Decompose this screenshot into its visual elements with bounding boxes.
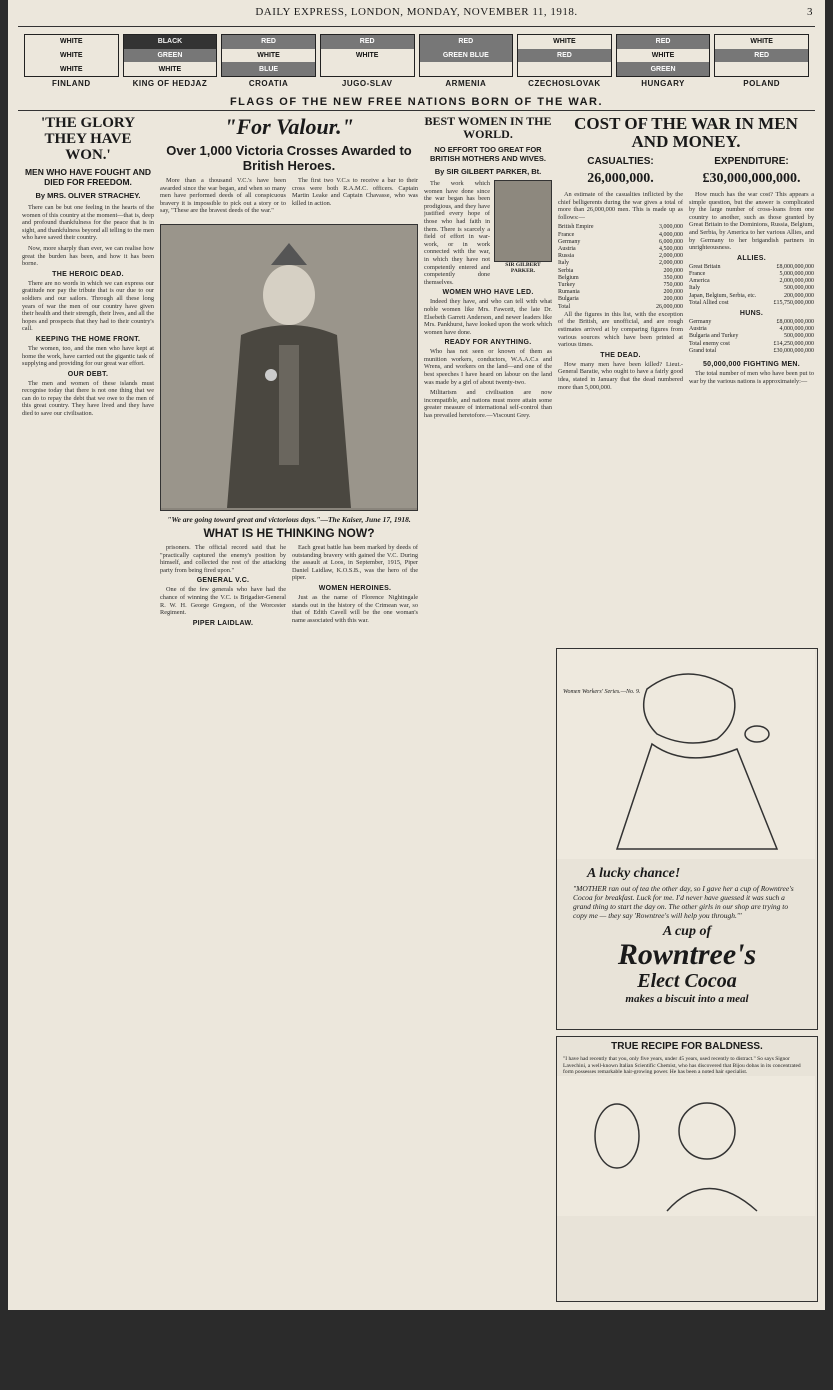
paragraph: One of the few generals who have had the chance of winning the V.C. is Brigadier-General R. W. H. George Gregson, of the Worcester Regiment. [160, 586, 286, 617]
section-heading: WOMEN WHO HAVE LED. [442, 289, 534, 297]
casualty-table [558, 224, 683, 310]
ad-lucky: A lucky chance! [587, 866, 681, 881]
table-value: 200,000 [663, 267, 683, 274]
page-number: 3 [807, 6, 813, 18]
flag-band: RED [321, 35, 414, 49]
expenditure-label: EXPENDITURE: [714, 156, 789, 167]
table-value: 4,500,000 [659, 245, 683, 252]
table-value: 3,000,000 [659, 224, 683, 231]
section-heading: READY FOR ANYTHING. [444, 339, 532, 347]
paragraph: Indeed they have, and who can tell with what noble women like Mrs. Fawcett, the late Dr. Elsebeth Garrett Anderson, and newer leaders like Mrs. Pankhurst, have looked upon the work which women have done. [424, 298, 552, 336]
byline-strachey: By MRS. OLIVER STRACHEY. [35, 191, 141, 200]
table-value: £30,000,000,000 [773, 347, 814, 354]
flag-box [221, 34, 316, 77]
table-row [689, 300, 814, 307]
table-value: 200,000,000 [784, 292, 814, 299]
table-row [689, 278, 814, 285]
column-glory [22, 115, 154, 1305]
fighting-men-head: 50,000,000 FIGHTING MEN. [702, 360, 801, 368]
flag-name: CZECHOSLOVAK [528, 79, 601, 88]
flag-band: BLUE [222, 62, 315, 76]
newspaper-page [8, 0, 825, 1310]
flag-name: FINLAND [52, 79, 91, 88]
paragraph: The work which women have done since the war began has been prodigious, and they have justified every hope of those who had faith in them. There is scarcely a field of effort in war-work, or in work connected with the war, in which they have not competently entered and competently done themselves. [424, 180, 490, 286]
flag-band: GREEN [124, 49, 217, 63]
flag-band [321, 62, 414, 76]
flag-band: RED [222, 35, 315, 49]
allies-label: ALLIES. [737, 254, 766, 262]
ad-story: "MOTHER ran out of tea the other day, so I gave her a cup of Rowntree's Cocoa for breakfast. Luck for me. I'd never have guessed it was such a grand thing to start the day on. The other girls in our shop are trying to copy me — they say 'Rowntree's will help you through.'" [573, 884, 794, 920]
valour-intro [160, 177, 418, 218]
kaiser-figure-icon [161, 225, 417, 508]
subhead-valour: Over 1,000 Victoria Crosses Awarded to British Heroes. [166, 143, 412, 173]
flag-6 [616, 34, 711, 88]
table-value: £15,750,000,000 [773, 299, 814, 306]
flag-band: GREEN [617, 62, 710, 76]
table-row [558, 282, 683, 289]
paragraph: Now, more sharply than ever, we can realise how great the burden has been, and how it has been borne. [22, 244, 154, 268]
flag-band: WHITE [60, 52, 83, 59]
flag-band: RED [518, 49, 611, 63]
section-heading: OUR DEBT. [67, 370, 109, 378]
flag-band: WHITE [651, 52, 675, 59]
table-row [689, 326, 814, 333]
headline-glory: 'THE GLORY THEY HAVE WON.' [40, 115, 136, 163]
flag-box [24, 34, 119, 77]
column-valour [160, 115, 418, 1305]
subhead-women: NO EFFORT TOO GREAT FOR BRITISH MOTHERS AND WIVES. [430, 145, 546, 163]
flag-3 [320, 34, 415, 88]
flag-band [715, 62, 808, 76]
flag-band: BLACK [124, 35, 217, 49]
flag-name: HUNGARY [641, 79, 685, 88]
table-row [558, 289, 683, 296]
hun-label: HUNS. [739, 309, 764, 317]
flag-name: CROATIA [248, 79, 289, 88]
table-value: 500,000,000 [784, 285, 814, 292]
table-country: Bulgaria [558, 296, 579, 303]
casualties-column [558, 155, 683, 394]
flag-7 [714, 34, 809, 88]
flag-2 [221, 34, 316, 88]
headline-women: BEST WOMEN IN THE WORLD. [424, 115, 552, 141]
flag-band: WHITE [257, 52, 280, 59]
table-value: 750,000 [663, 282, 683, 288]
paragraph: Who has not seen or known of them as munition workers, conductors, W.A.A.C.s and Wrens, and workers on the land—and one of the best speeches I have heard on labour on the land was made by a girl of about twenty-two. [424, 348, 552, 386]
table-row [689, 333, 814, 340]
paragraph: Each great battle has been marked by deeds of outstanding bravery with gained the V.C. During the assault at Loos, in September, 1915, Piper Daniel Laidlaw, K.O.S.B., was the hero of the piper. [292, 543, 418, 582]
table-value: 4,000,000,000 [779, 326, 814, 333]
table-value: 200,000 [663, 296, 683, 303]
cost-columns [558, 155, 814, 394]
flags-caption: FLAGS OF THE NEW FREE NATIONS BORN OF THE WAR. [229, 96, 604, 108]
flag-box [616, 34, 711, 77]
cost-para: How much has the war cost? This appears a simple question, but the answer is complicated by the large number of cross-loans from one country to another, such as those granted by Great Britain to the Dominions, Russia, Belgium, and Serbia, by America to her various Allies, and by Germany to her brigandish partners in unrighteousness. [689, 191, 814, 252]
flag-name: POLAND [743, 79, 781, 88]
flag-name: JUGO-SLAV [341, 79, 393, 88]
baldness-title: TRUE RECIPE FOR BALDNESS. [611, 1041, 763, 1052]
table-country: America [689, 278, 710, 285]
table-value: £14,250,000,000 [773, 340, 814, 347]
casualties-label: CASUALTIES: [587, 156, 654, 167]
flag-band: WHITE [60, 38, 83, 46]
flag-band: GREEN BLUE [420, 49, 513, 63]
flag-box [517, 34, 612, 77]
column-cost [558, 115, 814, 645]
man-mirror-icon [557, 1076, 815, 1216]
table-value: 200,000 [663, 289, 683, 296]
table-row [689, 293, 814, 300]
table-country: Grand total [689, 347, 717, 354]
byline-parker: By SIR GILBERT PARKER, Bt. [434, 167, 542, 176]
article-body-glory [22, 204, 154, 418]
table-country: Japan, Belgium, Serbia, etc. [689, 292, 757, 299]
section-heading: THE HEROIC DEAD. [52, 270, 124, 278]
ad-brand: Rowntree's [617, 938, 757, 971]
table-row [558, 239, 683, 246]
parker-portrait [494, 180, 552, 274]
table-row [689, 319, 814, 326]
ad-product: Elect Cocoa [637, 970, 737, 992]
table-value: £8,000,000,000 [776, 263, 814, 270]
baldness-text: "I have had recently that you, only five years, under 45 years, used recently to distract." So says Signor Lavechini, a well-known Italian Scientific Chemist, who has discovered that Bijou dobas in its concentrated form possesses remarkable hair-growing power. He has been a noted hair specialist. [563, 1056, 801, 1076]
flag-band: WHITE [355, 52, 379, 59]
flag-box [419, 34, 514, 77]
paragraph: How many men have been killed? Lieut.-General Baratie, who ought to have a fairly good idea, stated in January that the dead numbered more than 5,000,000. [558, 360, 683, 391]
table-country: Total [558, 303, 571, 310]
fighting-para: The total number of men who have been put to war by the various nations is approximately:— [689, 369, 814, 385]
table-row [689, 285, 814, 292]
masthead [18, 6, 815, 22]
table-row [558, 296, 683, 303]
flag-0 [24, 34, 119, 88]
table-row [558, 253, 683, 260]
portrait-image [494, 180, 552, 262]
valour-para: More than a thousand V.C.'s have been awarded since the war began, and when so many men have performed deeds of all conspicuous bravery it is impossible to pick out a story or to say, "These are the bravest deeds of the war." [160, 177, 286, 215]
flag-4 [419, 34, 514, 88]
table-row [558, 260, 683, 267]
masthead-title: DAILY EXPRESS, LONDON, MONDAY, NOVEMBER 11, 1918. [255, 6, 578, 18]
flag-box [123, 34, 218, 77]
flag-5 [517, 34, 612, 88]
table-country: British Empire [558, 224, 594, 231]
flag-band: RED [617, 35, 710, 49]
allies-table [689, 264, 814, 307]
subhead-glory: MEN WHO HAVE FOUGHT AND DIED FOR FREEDOM. [24, 167, 152, 187]
table-country: France [558, 231, 575, 238]
table-row [558, 275, 683, 282]
ad-tagline: makes a biscuit into a meal [625, 993, 749, 1005]
table-value: 350,000 [663, 274, 683, 281]
paragraph: There can be but one feeling in the hearts of the women of this country at the moment—that is, deep and profound thankfulness for the peace that is in sight, and thankfulness beyond all telling to the men who have saved their country. [22, 204, 154, 242]
table-row [558, 268, 683, 275]
headline-cost: COST OF THE WAR IN MEN AND MONEY. [574, 115, 798, 151]
flag-1 [123, 34, 218, 88]
table-value: 6,000,000 [659, 238, 683, 245]
section-heading: GENERAL V.C. [196, 577, 250, 585]
valour-intro-right [292, 177, 418, 218]
section-heading: PIPER LAIDLAW. [192, 619, 254, 627]
table-country: Great Britain [689, 263, 721, 270]
table-value: 26,000,000 [656, 303, 683, 310]
table-country: Russia [558, 253, 575, 260]
table-row [689, 271, 814, 278]
paragraph: Just as the name of Florence Nightingale stands out in the history of the Crimean war, so that of Edith Cavell will be the one woman's name associated with this war. [292, 593, 418, 624]
table-country: Austria [558, 245, 576, 252]
flags-row [24, 34, 809, 88]
section-heading: KEEPING THE HOME FRONT. [35, 335, 141, 343]
woman-drinking-icon [557, 649, 815, 859]
table-value: 5,000,000,000 [779, 270, 814, 277]
expenditure-column [689, 155, 814, 394]
table-row [689, 341, 814, 348]
table-row [689, 348, 814, 355]
casualties-body [558, 311, 683, 391]
table-country: Rumania [558, 289, 580, 296]
hun-table [689, 319, 814, 355]
kaiser-photo [160, 224, 418, 511]
table-value: £8,000,000,000 [776, 318, 814, 325]
photo-caption: "We are going toward great and victorious days."—The Kaiser, June 17, 1918. [167, 514, 411, 524]
flag-band: RED [715, 49, 808, 63]
table-country: Turkey [558, 282, 576, 288]
masthead-rule [18, 26, 815, 27]
table-country: Germany [689, 318, 712, 325]
paragraph: There are no words in which we can express our gratitude nor pay the tribute that is our due to our soldiers and our sailors. Through all these long years of war the men of our country have given their health and their strength, their lives, and all the hopes and prospects that they had to their country's call. [22, 279, 154, 333]
flag-band: WHITE [60, 65, 83, 73]
valour-para: The first two V.C.s to receive a bar to their cross were both R.A.M.C. officers. Captain Martin Leake and Captain Chavasse, who was killed in action. [292, 177, 418, 207]
table-country: Italy [558, 260, 569, 267]
section-heading: THE DEAD. [600, 351, 641, 359]
table-country: Austria [689, 326, 707, 333]
flags-rule [18, 110, 815, 111]
table-country: Total Allied cost [689, 299, 729, 306]
flag-box [714, 34, 809, 77]
table-row [558, 232, 683, 239]
flag-band [518, 62, 611, 76]
flag-name: KING OF HEDJAZ [132, 79, 208, 88]
flag-box [320, 34, 415, 77]
table-row [558, 304, 683, 311]
cost-para: An estimate of the casualties inflicted by the chief belligerents during the war gives a total of more than 26,000,000 men. This is made up as follows:— [558, 191, 683, 221]
paragraph: Militarism and civilisation are now incompatible, and nations must more attain some greater measure of international self-control than has prevailed heretofore.—Viscount Grey. [424, 389, 552, 420]
table-value: 500,000,000 [784, 333, 814, 340]
valour-body [160, 544, 418, 628]
valour-intro-left [160, 177, 286, 218]
paragraph: prisoners. The official record said that he "practically captured the enemy's position by himself, and collected the rest of the attacking party from being fired upon." [160, 543, 286, 574]
table-country: Bulgaria and Turkey [689, 333, 739, 340]
table-country: France [689, 270, 706, 277]
headline-valour: "For Valour." [224, 115, 354, 139]
flag-band [420, 62, 513, 76]
paragraph: All the figures in this list, with the exception of the British, are unofficial, and are rough estimates arrived at by comparing figures from various sources which have been printed at various times. [558, 310, 683, 349]
table-value: 2,000,000 [659, 253, 683, 260]
ad-series: Women Workers' Series.—No. 9. [563, 689, 641, 695]
baldness-ad [556, 1036, 818, 1302]
table-row [558, 224, 683, 231]
flag-band: WHITE [553, 38, 576, 46]
portrait-caption: SIR GILBERT PARKER. [505, 262, 541, 274]
table-value: 2,000,000 [659, 260, 683, 267]
table-country: Total enemy cost [689, 340, 730, 347]
table-row [558, 246, 683, 253]
table-value: 2,000,000,000 [779, 278, 814, 285]
section-heading: WOMEN HEROINES. [318, 584, 392, 592]
paragraph: The men and women of these islands must recognise today that there is not one thing that we can do to repay the debt that we owe to the men of this great country. They have lived and they have died to save our civilisation. [22, 379, 154, 418]
table-country: Serbia [558, 267, 574, 274]
rowntree-ad [556, 648, 818, 1030]
expenditure-value: £30,000,000,000. [702, 171, 801, 186]
table-country: Italy [689, 285, 700, 292]
flag-name: ARMENIA [445, 79, 487, 88]
flag-band: RED [420, 35, 513, 49]
question-headline: WHAT IS HE THINKING NOW? [203, 525, 375, 540]
table-country: Belgium [558, 274, 579, 281]
flag-band: WHITE [750, 38, 773, 46]
flag-band: WHITE [158, 65, 182, 73]
paragraph: The women, too, and the men who have kept at home the work, have carried out the gigantic task of supplying and providing for our great war effort. [22, 344, 154, 368]
table-row [689, 264, 814, 271]
ad-cup: A cup of [662, 924, 712, 939]
column-women [424, 115, 552, 1305]
table-country: Germany [558, 238, 581, 245]
casualties-value: 26,000,000. [587, 171, 654, 186]
table-value: 4,000,000 [659, 231, 683, 238]
